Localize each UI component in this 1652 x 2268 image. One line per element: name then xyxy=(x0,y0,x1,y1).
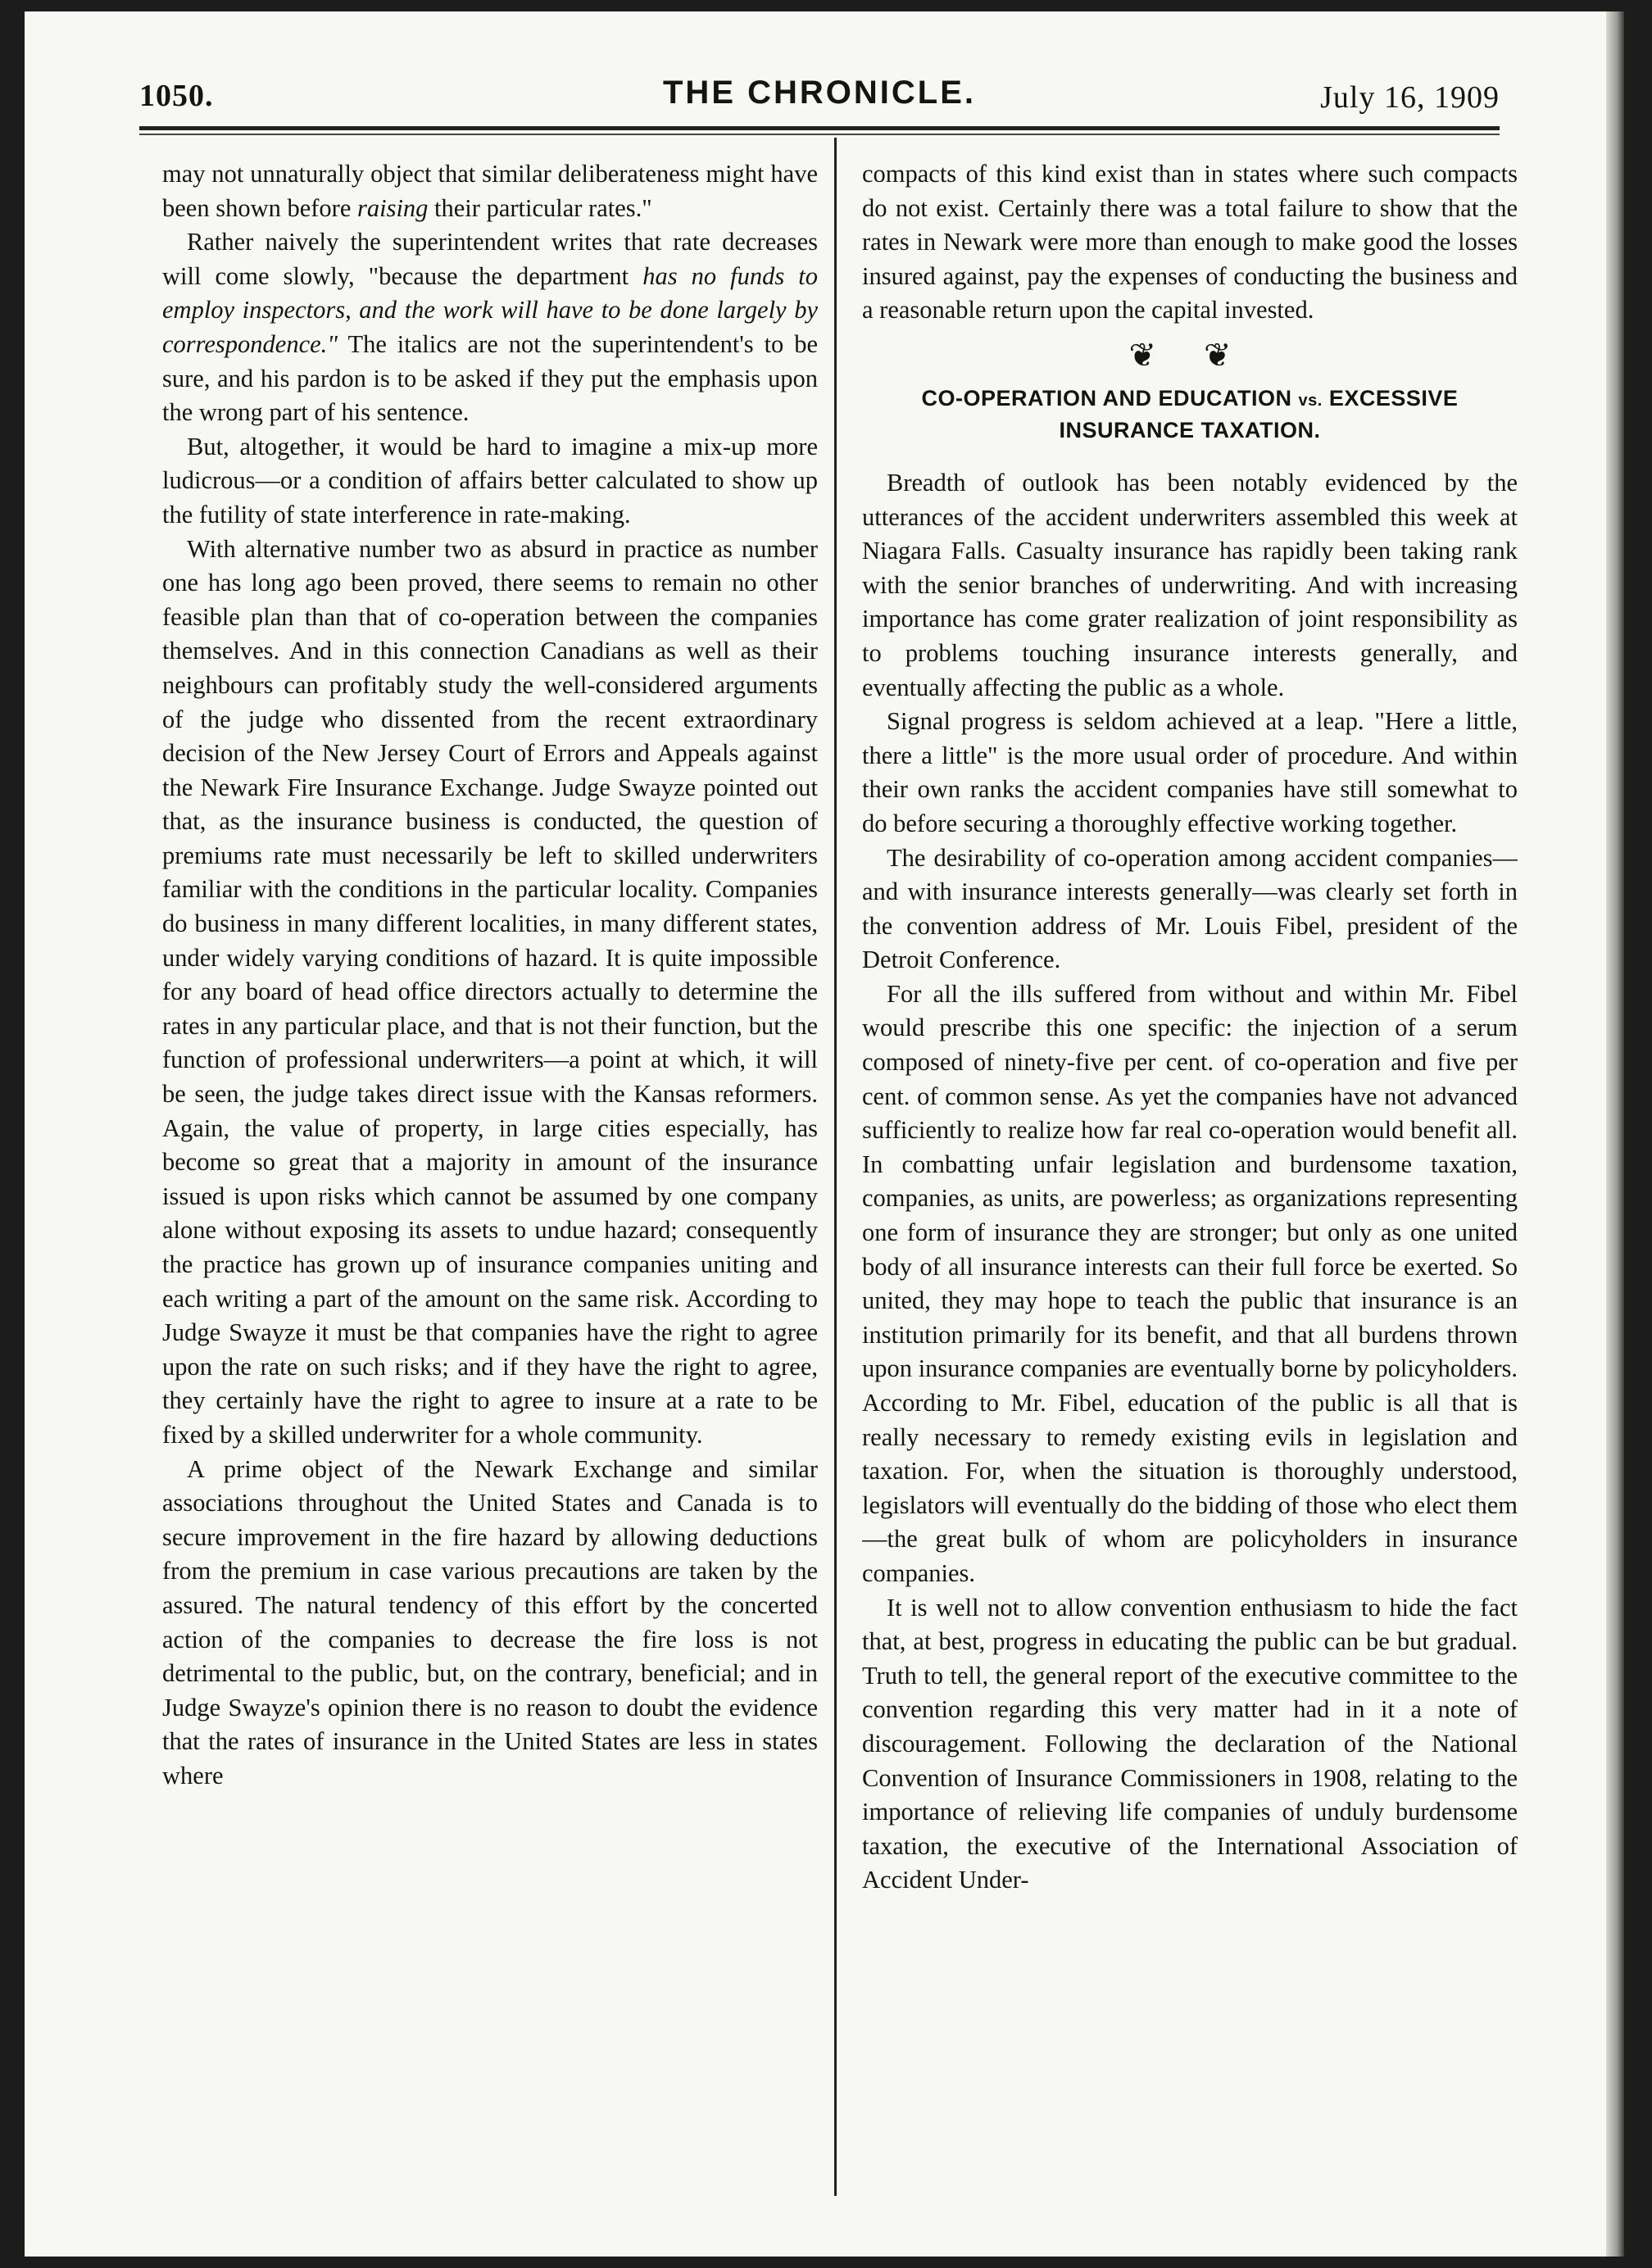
column-divider xyxy=(834,138,837,2196)
issue-date: July 16, 1909 xyxy=(1320,80,1500,115)
page-header xyxy=(139,75,1500,127)
paragraph: compacts of this kind exist than in states where such compacts do not exist. Certainly there was a total failure to show that the rates in Newark were more than enough to make good the losses insured against, pay the expenses of conducting the business and a reasonable return upon the capital invested. xyxy=(862,160,1518,324)
paragraph: A prime object of the Newark Exchange and similar associations throughout the United States and Canada is to secure improvement in the fire hazard by allowing deductions from the premium in case various precautions are taken by the assured. The natural tendency of this effort by the concerted action of the companies to decrease the fire loss is not detrimental to the public, but, on the contrary, beneficial; and in Judge Swayze's opinion there is no reason to doubt the evidence that the rates of insurance in the United States are less in states where xyxy=(162,1454,818,1789)
paragraph: Rather naively the superintendent writes that rate decreases will come slowly, "because the department has no funds to employ inspectors, and the work will have to be done largely by correspondence." The italics are not the superintendent's to be sure, and his pardon is to be asked if they put the emphasis upon the wrong part of his sentence. xyxy=(162,228,818,427)
paragraph: Signal progress is seldom achieved at a leap. "Here a little, there a little" is the more usual order of procedure. And within their own ranks the accident companies have still somewhat to do before securing a thoroughly effective working together. xyxy=(862,707,1518,837)
left-column xyxy=(162,157,818,2189)
paragraph: Breadth of outlook has been notably evidenced by the utterances of the accident underwriters assembled this week at Niagara Falls. Casualty insurance has rapidly been taking rank with the senior branches of underwriting. And with increasing importance has come grater realization of joint responsibility as to problems touching insurance interests generally, and eventually affecting the public as a whole. xyxy=(862,468,1518,701)
page-number: 1050. xyxy=(139,79,214,113)
section-title: CO-OPERATION AND EDUCATION vs. EXCESSIVE INSURANCE TAXATION. xyxy=(921,385,1459,442)
paragraph: With alternative number two as absurd in practice as number one has long ago been proved, there seems to remain no other feasible plan than that of co-operation between the companies themselves. And in this connection Canadians as well as their neighbours can profitably study the well-considered arguments of the judge who dissented from the recent extraordinary decision of the New Jersey Court of Errors and Appeals against the Newark Fire Insurance Exchange. Judge Swayze pointed out that, as the insurance business is conducted, the question of premiums rate must necessarily be left to skilled underwriters familiar with the conditions in the particular locality. Companies do business in many different localities, in many different states, under widely varying conditions of hazard. It is quite impossible for any board of head office directors actually to determine the rates in any particular place, and that is not their function, but the function of professional underwriters—a point at which, it will be seen, the judge takes direct issue with the Kansas reformers. Again, the value of property, in large cities especially, has become so great that a majority in amount of the insurance issued is upon risks which cannot be assumed by one company alone without exposing its assets to undue hazard; consequently the practice has grown up of insurance companies uniting and each writing a part of the amount on the same risk. According to Judge Swayze it must be that companies have the right to agree upon the rate on such risks; and if they have the right to agree, they certainly have the right to agree to insure at a rate to be fixed by a skilled underwriter for a whole community. xyxy=(162,534,818,1449)
paragraph: But, altogether, it would be hard to imagine a mix-up more ludicrous—or a condition of affairs better calculated to show up the futility of state interference in rate-making. xyxy=(162,432,818,528)
right-column xyxy=(862,157,1518,2189)
section-ornament: ❦ ❦ xyxy=(1128,336,1251,374)
header-rule-thin xyxy=(139,134,1500,135)
journal-title: THE CHRONICLE. xyxy=(663,75,976,111)
paragraph: For all the ills suffered from without and within Mr. Fibel would prescribe this one specific: the injection of a serum composed of ninety-five per cent. of co-operation and five per cent. of common sense. As yet the companies have not advanced sufficiently to realize how far real co-operation would benefit all. In combatting unfair legislation and burdensome taxation, companies, as units, are powerless; as organizations representing one form of insurance they are stronger; but only as one united body of all insurance interests can their full force be exerted. So united, they may hope to teach the public that insurance is an institution primarily for its benefit, and that all burdens thrown upon insurance companies are eventually borne by policyholders. According to Mr. Fibel, education of the public is all that is really necessary to remedy existing evils in legislation and taxation. For, when the situation is thoroughly understood, legislators will eventually do the bidding of those who elect them—the great bulk of whom are policyholders in insurance companies. xyxy=(862,979,1518,1587)
paragraph: The desirability of co-operation among accident companies—and with insurance interests generally—was clearly set forth in the convention address of Mr. Louis Fibel, president of the Detroit Conference. xyxy=(862,843,1518,974)
page-spine-shadow xyxy=(1606,11,1624,2257)
paragraph: It is well not to allow convention enthusiasm to hide the fact that, at best, progress in educating the public can be but gradual. Truth to tell, the general report of the executive committee to the convention regarding this very matter had in it a note of discouragement. Following the declaration of the National Convention of Insurance Commissioners in 1908, relating to the importance of relieving life companies of unduly burdensome taxation, the executive of the International Association of Accident Under- xyxy=(862,1593,1518,1894)
header-rule xyxy=(139,126,1500,130)
paragraph: may not unnaturally object that similar deliberateness might have been shown before raising their particular rates." xyxy=(162,160,818,222)
